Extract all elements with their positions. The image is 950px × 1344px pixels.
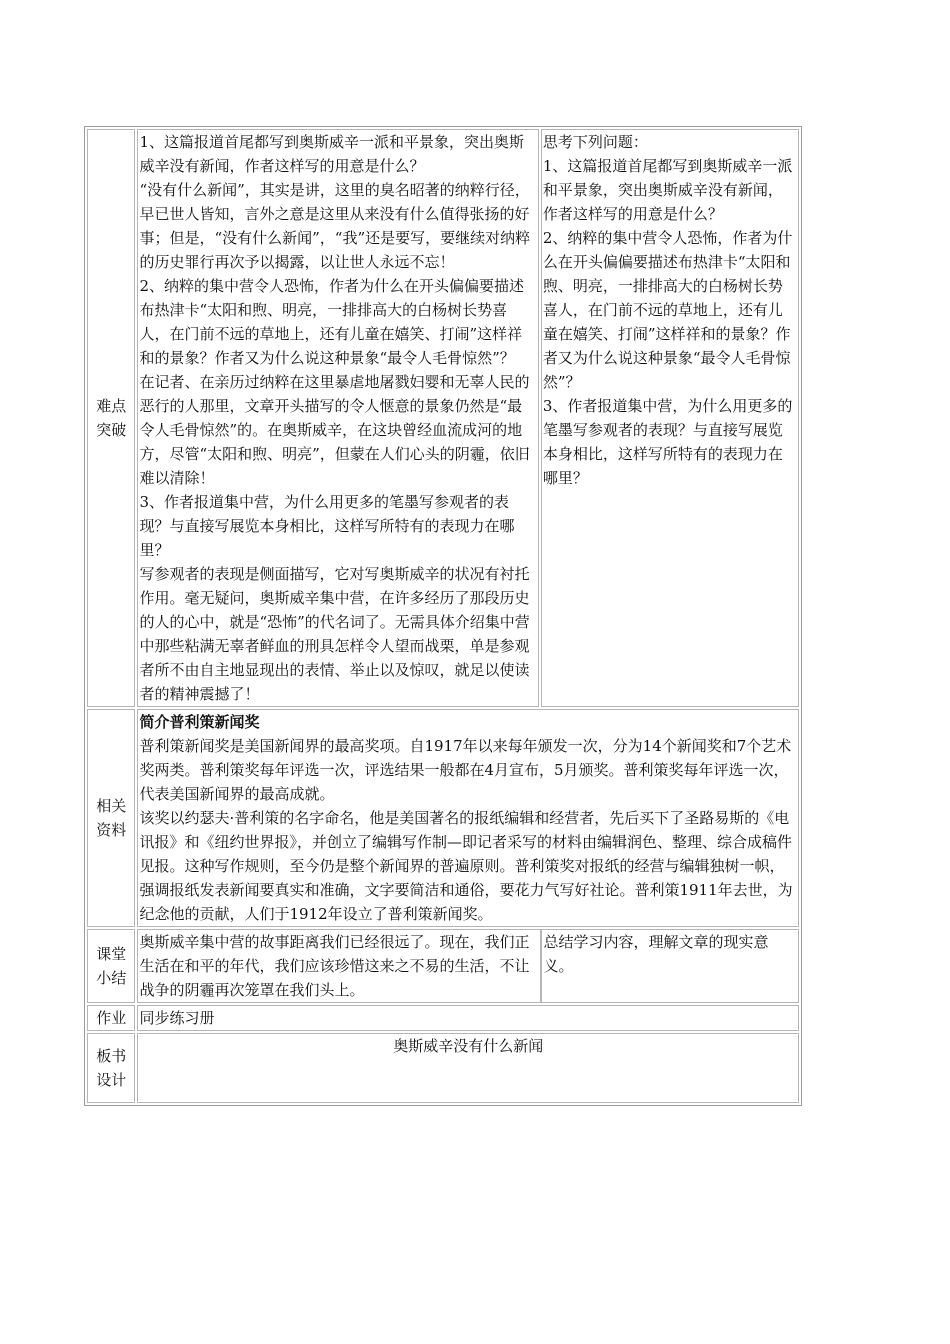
summary-row (87, 929, 799, 1003)
homework-label: 作业 (87, 1005, 135, 1031)
materials-content (137, 709, 799, 927)
difficulty-questions (541, 129, 799, 707)
difficulty-row (87, 129, 799, 707)
summary-objective: 总结学习内容，理解文章的现实意义。 (541, 929, 799, 1003)
materials-heading: 简介普利策新闻奖 (139, 713, 260, 731)
question-paragraph: 2、纳粹的集中营令人恐怖，作者为什么在开头偏偏要描述布热津卡“太阳和煦、明亮，一排排高大的白杨树长势喜人，在门前不远的草地上，还有儿童在嬉笑、打闹”这样祥和的景象？作者又为什么说这种景象“最令人毛骨惊然”？ (542, 229, 793, 391)
summary-content (137, 929, 799, 1003)
difficulty-paragraph: “没有什么新闻”，其实是讲，这里的臭名昭著的纳粹行径，早已世人皆知，言外之意是这里从来没有什么值得张扬的好事；但是，“没有什么新闻”，“我”还是要写，要继续对纳粹的历史罪行再次予以揭露，以让世人永远不忘！ (139, 181, 531, 271)
board-title: 奥斯威辛没有什么新闻 (393, 1037, 544, 1055)
homework-content: 同步练习册 (137, 1005, 799, 1031)
question-paragraph: 3、作者报道集中营，为什么用更多的笔墨写参观者的表现？与直接写展览本身相比，这样写所特有的表现力在哪里？ (542, 397, 793, 487)
question-paragraph: 1、这篇报道首尾都写到奥斯威辛一派和平景象，突出奥斯威辛没有新闻，作者这样写的用意是什么？ (542, 157, 793, 223)
board-label: 板书 设计 (87, 1033, 135, 1103)
difficulty-paragraph: 2、纳粹的集中营令人恐怖，作者为什么在开头偏偏要描述布热津卡“太阳和煦、明亮，一排排高大的白杨树长势喜人，在门前不远的草地上，还有儿童在嬉笑、打闹”这样祥和的景象？作者又为什么说这种景象“最令人毛骨惊然”？ (139, 277, 525, 367)
difficulty-paragraph: 在记者、在亲历过纳粹在这里暴虐地屠戮妇婴和无辜人民的恶行的人那里，文章开头描写的令人惬意的景象仍然是“最令人毛骨惊然”的。在奥斯威辛，在这块曾经血流成河的地方，尽管“太阳和煦、明亮”，但蒙在人们心头的阴霾，依旧难以清除！ (139, 373, 530, 487)
materials-label: 相关 资料 (87, 709, 135, 927)
difficulty-label: 难点 突破 (87, 129, 135, 707)
lesson-plan-table (84, 126, 802, 1106)
materials-paragraph: 该奖以约瑟夫·普利策的名字命名，他是美国著名的报纸编辑和经营者，先后买下了圣路易斯的《电讯报》和《纽约世界报》，并创立了编辑写作制—即记者采写的材料由编辑润色、整理、综合成稿件见报。这种写作规则，至今仍是整个新闻界的普遍原则。普利策奖对报纸的经营与编辑独树一帜，强调报纸发表新闻要真实和准确，文字要简洁和通俗，要花力气写好社论。普利策1911年去世，为纪念他的贡献，人们于1912年设立了普利策新闻奖。 (139, 809, 793, 923)
question-paragraph: 思考下列问题： (542, 133, 648, 151)
difficulty-paragraph: 1、这篇报道首尾都写到奥斯威辛一派和平景象，突出奥斯威辛没有新闻，作者这样写的用意是什么？ (139, 133, 525, 175)
summary-text: 奥斯威辛集中营的故事距离我们已经很远了。现在，我们正生活在和平的年代，我们应该珍惜这来之不易的生活，不让战争的阴霾再次笼罩在我们头上。 (137, 929, 541, 1003)
difficulty-content (137, 129, 538, 707)
summary-inner-table (137, 929, 799, 1003)
difficulty-paragraph: 3、作者报道集中营，为什么用更多的笔墨写参观者的表现？与直接写展览本身相比，这样写所特有的表现力在哪里？ (139, 493, 515, 559)
board-row (87, 1033, 799, 1103)
materials-paragraph: 普利策新闻奖是美国新闻界的最高奖项。自1917年以来每年颁发一次，分为14个新闻奖和7个艺术奖两类。普利策奖每年评选一次，评选结果一般都在4月宣布，5月颁奖。普利策奖每年评选一次，代表美国新闻界的最高成就。 (139, 737, 792, 803)
materials-row (87, 709, 799, 927)
board-content (137, 1033, 799, 1103)
difficulty-paragraph: 写参观者的表现是侧面描写，它对写奥斯威辛的状况有衬托作用。毫无疑问，奥斯威辛集中营，在许多经历了那段历史的人的心中，就是“恐怖”的代名词了。无需具体介绍集中营中那些粘满无辜者鲜血的刑具怎样令人望而战栗，单是参观者所不由自主地显现出的表情、举止以及惊叹，就足以使读者的精神震撼了！ (139, 565, 530, 703)
summary-label: 课堂 小结 (87, 929, 135, 1003)
homework-row (87, 1005, 799, 1031)
